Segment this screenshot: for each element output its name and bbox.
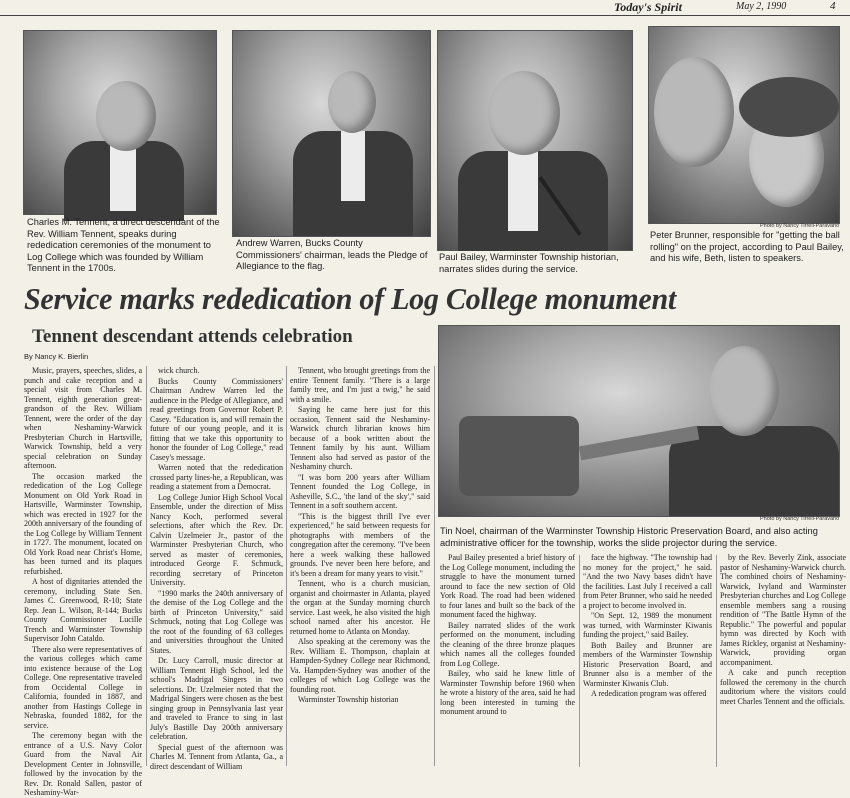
paragraph: wick church. (158, 366, 200, 375)
paragraph: The occasion marked the rededication of the Log College Monument on Old York Road in Hartsville, Warminster Township, which was erected in 1927 for the 200th anniversary of the founding of the Log College by William Tennent in 1727. The monument, located on Old York Road near Christ's Home, has been turned and its plaques refurbished. (24, 471, 142, 576)
column-rule (146, 366, 147, 766)
paragraph: by the Rev. Beverly Zink, associate pastor of Neshaminy-Warwick church. The combined choirs of Neshaminy-Warwick, Ivyland and Warminster Presbyterian churches and Log College ensemble members sang a rousing rendition of "The Battle Hymn of the Republic." The powerful and popular hymn was directed by Koch with James Rickley, organist at Neshaminy-Warwick, providing organ accompaniment. (720, 553, 846, 667)
subhead: Tennent descendant attends celebration (32, 326, 353, 347)
paragraph: A rededication program was offered (591, 689, 707, 698)
column-rule (716, 555, 717, 767)
paragraph: A cake and punch reception followed the ceremony in the church auditorium where the visitors could meet Charles Tennent and the officials. (720, 668, 846, 706)
byline: By Nancy K. Bierlin (24, 352, 89, 361)
photo-peter-brunner (648, 26, 840, 224)
photo-paul-bailey (437, 30, 633, 251)
photo-andrew-warren (232, 30, 431, 237)
article-column-1 (24, 366, 142, 797)
paragraph: "I was born 200 years after William Tennent founded the Log College, in Asheville, S.C., 'the land of the sky'," said Tennent in a soft southern accent. (290, 472, 430, 510)
paragraph: Music, prayers, speeches, slides, a punch and cake reception and a special visit from Charles M. Tennent, eighth generation great-grandson of the Rev. William Tennent, were the order of the day when Neshaminy-Warwick Presbyterian Church in Hartsville, Warwick Township, held a very special celebration on Sunday afternoon. (24, 366, 142, 470)
paragraph: Log College Junior High School Vocal Ensemble, under the direction of Miss Nancy Koch, performed several selections, after which the Rev. Dr. Calvin Uzelmeier Jr., pastor of the Warminster Presbyterian Church, who served as master of ceremonies, introduced George F. Schmuck, recording secretary of Princeton University. (150, 492, 283, 587)
paragraph: Also speaking at the ceremony was the Rev. William E. Thompson, chaplain at Hampden-Sydney College near Richmond, Va. Hampden-Sydney was another of the colleges of which Log College was the founding root. (290, 637, 430, 694)
paragraph: Saying he came here just for this occasion, Tennent said the Neshaminy-Warwick church librarian knows him because of a book written about the Tennent family by his aunt. William Tennent also had served as pastor of the Neshaminy church. (290, 405, 430, 471)
article-column-2 (150, 366, 283, 771)
headline: Service marks rededication of Log College monument (24, 281, 676, 316)
paragraph: Bucks County Commissioners' Chairman Andrew Warren led the audience in the Pledge of Allegiance, and read greetings from Governor Robert P. Casey. "Education is, and will remain the future of our young people, and it is fitting that we take this opportunity to honor the founder of Log College," read Casey's message. (150, 376, 283, 462)
paragraph: Bailey, who said he knew little of Warminster Township before 1960 when he wrote a history of the area, said he had long been interested in turning the monument around to (440, 669, 575, 716)
masthead-page-number: 4 (830, 0, 836, 12)
article-column-5 (583, 553, 712, 768)
paragraph: There also were representatives of the various colleges which came into existence because of the Log College. One representative traveled from Occidental College in California, founded in 1887, and another from Hastings College in Nebraska, founded 1882, for the service. (24, 644, 142, 730)
photo-caption-2: Andrew Warren, Bucks County Commissioners' chairman, leads the Pledge of Allegiance to the flag. (236, 238, 428, 271)
masthead-date: May 2, 1990 (736, 1, 787, 12)
paragraph: Tennent, who is a church musician, organist and choirmaster in Atlanta, played the organ at the Sunday morning church service. Last week, he also visited the high school named after his ancestor. He returned home to Atlanta on Monday. (290, 579, 430, 636)
photo-caption-3: Paul Bailey, Warminster Township historian, narrates slides during the service. (439, 252, 619, 274)
paragraph: face the highway. "The township had no money for the project," he said. "And the two Navy bases didn't have the facilities. Last July I received a call from Peter Brunner, who said he needed a project to become involved in. (583, 553, 712, 610)
column-rule (434, 366, 435, 766)
paragraph: Special guest of the afternoon was Charles M. Tennent from Atlanta, Ga., a direct descendant of William (150, 742, 283, 771)
column-rule (579, 555, 580, 767)
paragraph: Warminster Township historian (298, 695, 399, 704)
photo-caption-4: Peter Brunner, responsible for "getting the ball rolling" on the project, according to Paul Bailey, and his wife, Beth, listen to speakers. (650, 230, 844, 263)
photo-caption-5: Tin Noel, chairman of the Warminster Township Historic Preservation Board, and also acting administrative officer for the township, works the slide projector during the service. (440, 526, 818, 548)
photo-tin-noel (438, 325, 840, 517)
photo-credit-5: Photo by Nancy Tirrell-Paravano (760, 516, 840, 522)
column-rule (286, 366, 287, 766)
paragraph: A host of dignitaries attended the ceremony, including State Sen. James C. Greenwood, R-10; State Rep. Jean L. Wilson, R-144; Bucks County Commissioner Lucille Trench and Warminster Township Supervisor John Cataldo. (24, 577, 142, 643)
masthead-rule (0, 15, 850, 16)
paragraph: "On Sept. 12, 1989 the monument was turned, with Warminster Kiwanis funding the project," said Bailey. (583, 611, 712, 639)
paragraph: Tennent, who brought greetings from the entire Tennent family. "There is a large family tree, and I'm just a twig," he said with a smile. (290, 366, 430, 404)
paragraph: "1990 marks the 240th anniversary of the demise of the Log College and the birth of Princeton University," said Schmuck, noting that Log College was the root of the founding of 63 colleges and universities throughout the United States. (150, 588, 283, 655)
article-column-3 (290, 366, 430, 768)
masthead (0, 0, 850, 14)
photo-charles-tennent (23, 30, 217, 215)
photo-credit-4: Photo by Nancy Tirrell-Paravano (760, 223, 840, 229)
article-column-6 (720, 553, 846, 768)
paragraph: Both Bailey and Brunner are members of the Warminster Township Historic Preservation Board, and Brunner also is a member of the Warminster Kiwanis Club. (583, 640, 712, 688)
paragraph: Dr. Lucy Carroll, music director at William Tennent High School, led the school's Madrigal Singers in two selections. Dr. Uzelmeier noted that the Madrigal Singers were chosen as the best singing group in Pennsylvania last year and traveled to France to sing in last July's Bastille Day 200th anniversary celebration. (150, 656, 283, 741)
masthead-title: Today's Spirit (614, 0, 682, 14)
article-column-4 (440, 553, 575, 768)
paragraph: Warren noted that the rededication crossed party lines-he, a Republican, was reading a statement from a Democrat. (150, 463, 283, 491)
paragraph: The ceremony began with the entrance of a U.S. Navy Color Guard from the Naval Air Development Center in Johnsville, followed by the invocation by the Rev. Dr. Ronald Sallen, pastor of Neshaminy-War- (24, 731, 142, 797)
paragraph: Paul Bailey presented a brief history of the Log College monument, including the struggle to have the monument turned around to face the new section of Old York Road. The road had been widened to four lanes and built so the back of the monument faced the highway. (440, 553, 575, 619)
photo-caption-1: Charles M. Tennent, a direct descendant of the Rev. William Tennent, speaks during rededication ceremonies of the monument to Log College which was founded by William Tennent in the 1700s. (27, 217, 220, 273)
paragraph: Bailey narrated slides of the work performed on the monument, including the cleaning of the three bronze plaques which names all the colleges founded from Log College. (440, 620, 575, 668)
paragraph: "This is the biggest thrill I've ever experienced," he said between requests for photographs with members of the congregation after the ceremony. "I've been here a week walking these hallowed grounds. I've never been here before, and it's been a dream for many years to visit." (290, 511, 430, 578)
